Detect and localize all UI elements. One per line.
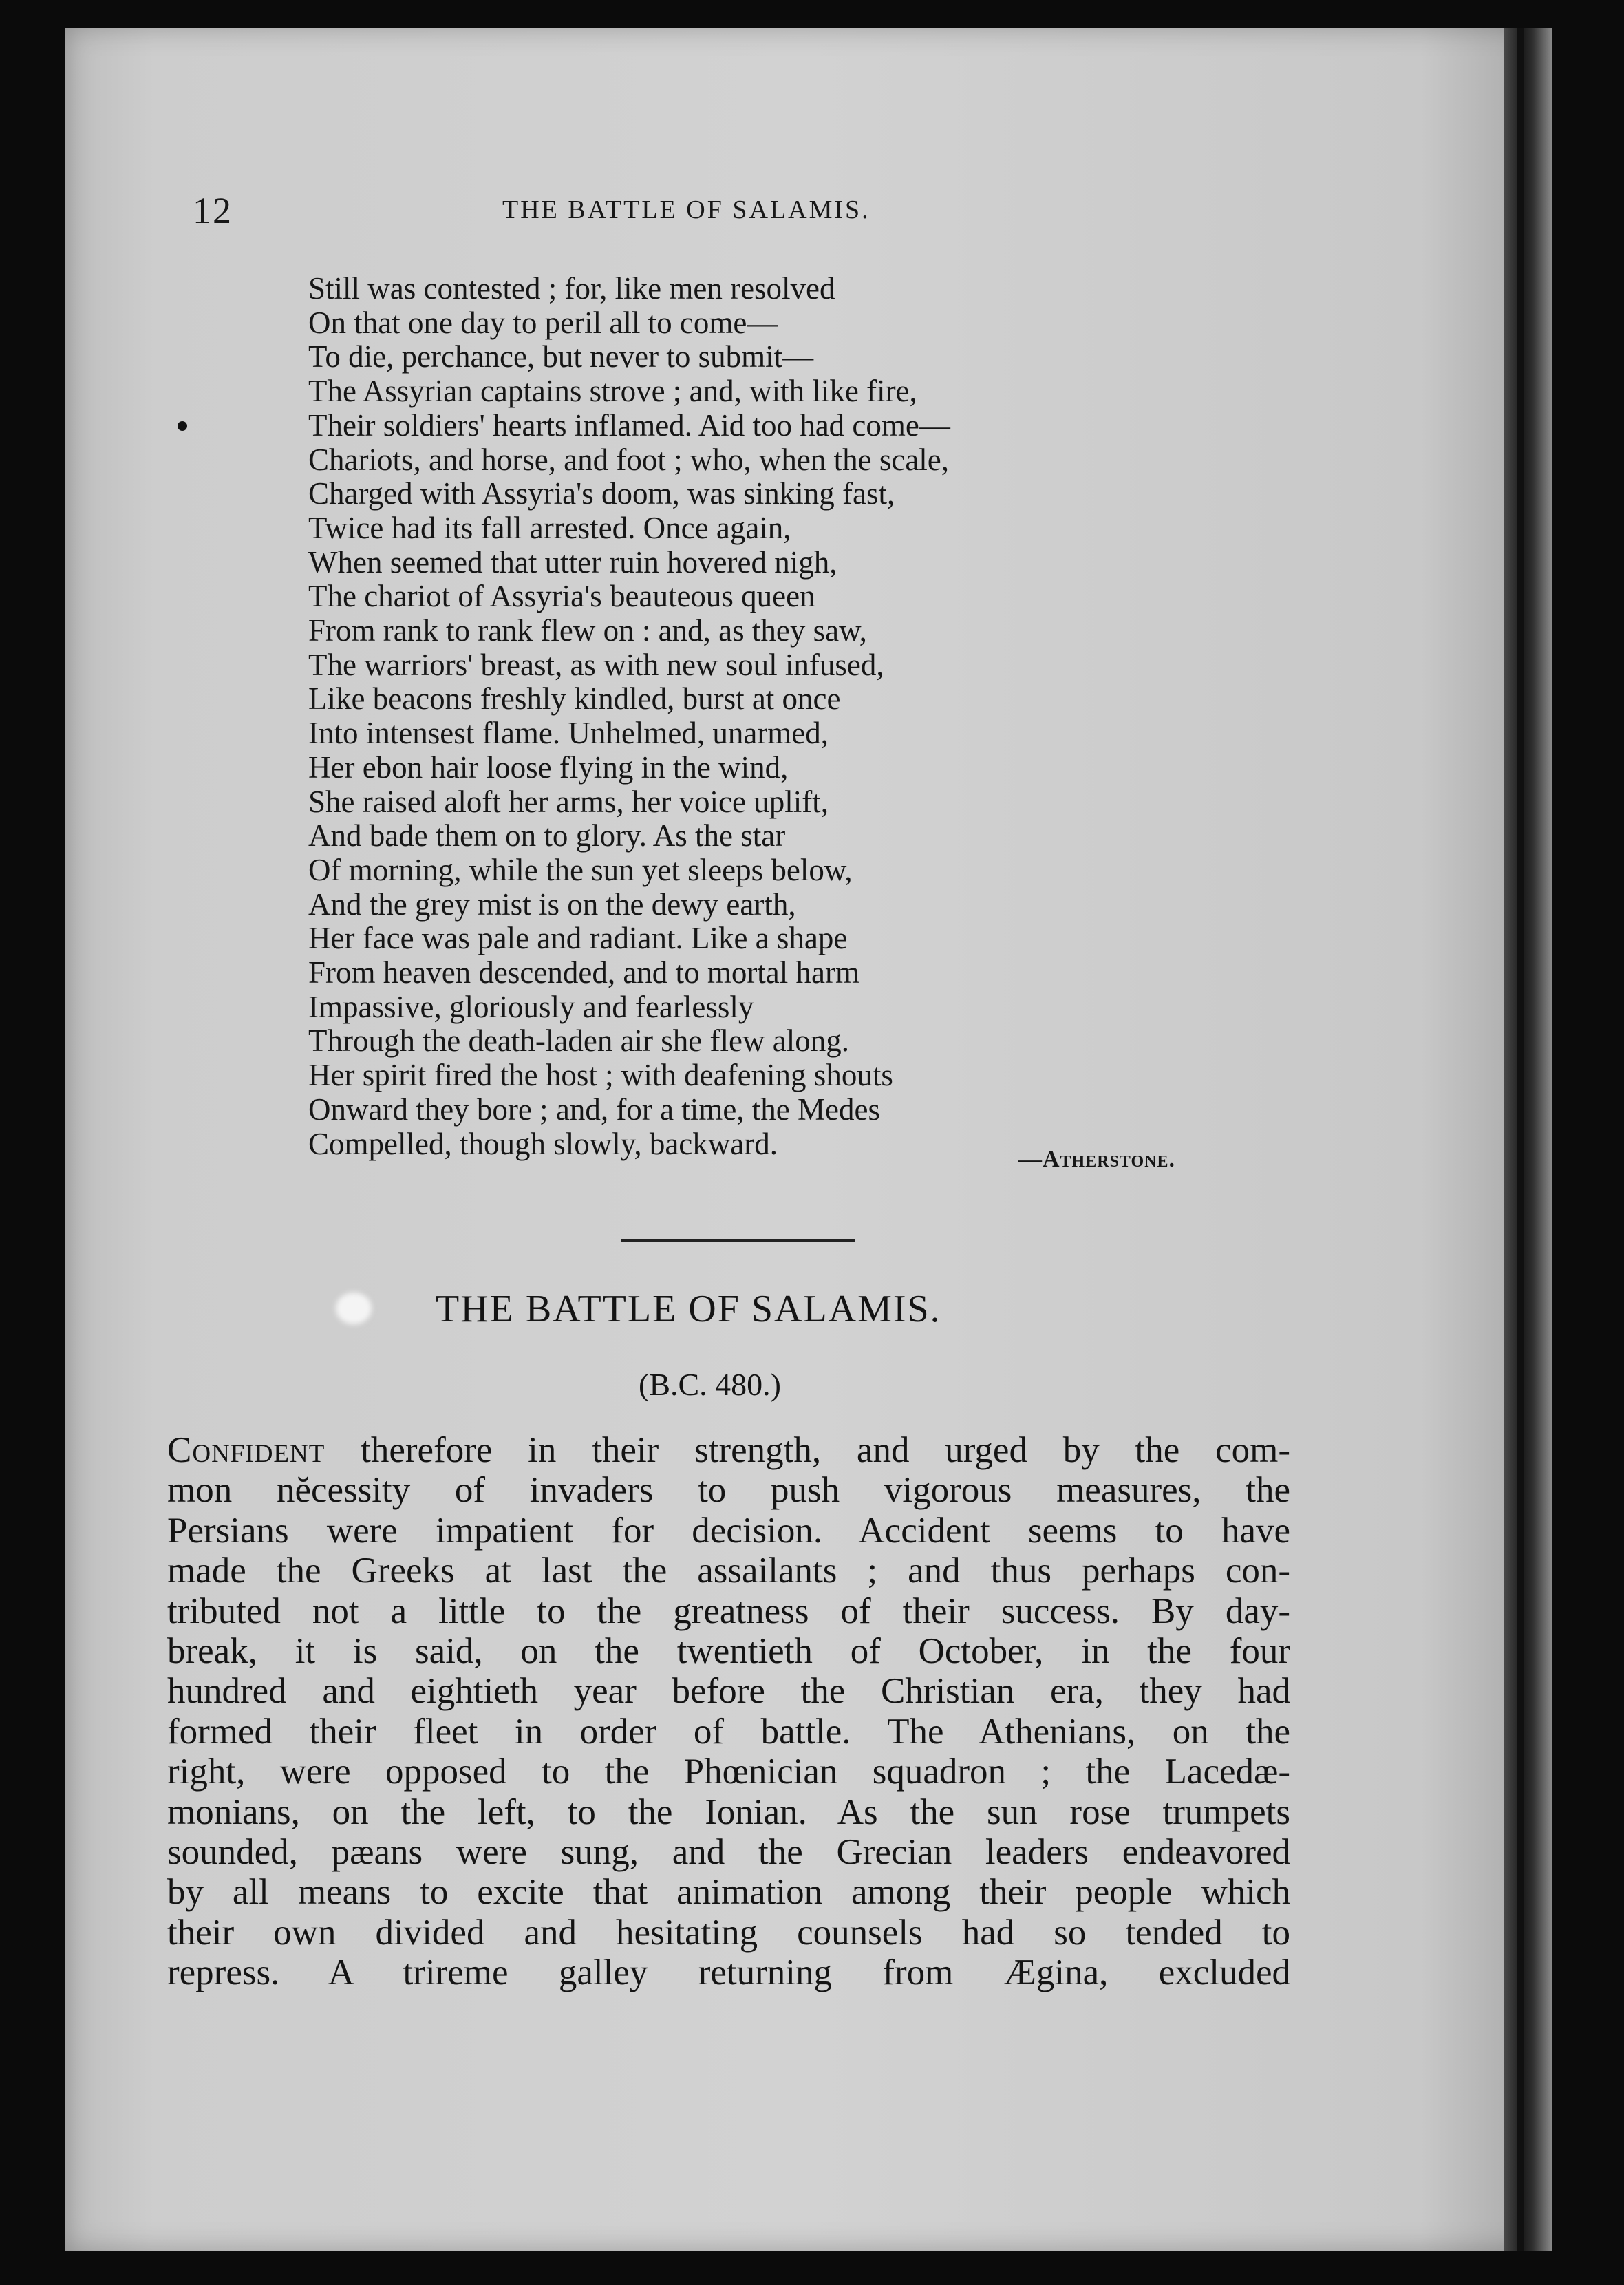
- poem-line: Chariots, and horse, and foot ; who, when the scale,: [308, 442, 950, 477]
- prose-paragraph: [167, 1430, 1290, 1993]
- poem-block: [308, 272, 1272, 1161]
- prose-line: sounded, pæans were sung, and the Grecian leaders endeavored: [167, 1832, 1290, 1873]
- poem-line: Charged with Assyria's doom, was sinking fast,: [308, 476, 895, 511]
- poem-line: Compelled, though slowly, backward.: [308, 1126, 778, 1161]
- poem-line: The chariot of Assyria's beauteous queen: [308, 579, 815, 614]
- prose-line: their own divided and hesitating counsels had so tended to: [167, 1912, 1290, 1953]
- attribution-text: —Atherstone.: [1018, 1147, 1175, 1172]
- prose-line: repress. A trireme galley returning from Ægina, excluded: [167, 1953, 1290, 1993]
- poem-line: From heaven descended, and to mortal harm: [308, 955, 859, 990]
- poem-line: Onward they bore ; and, for a time, the Medes: [308, 1092, 880, 1127]
- prose-line-text: therefore in their strength, and urged by the com-: [325, 1430, 1290, 1470]
- book-gutter: [1504, 28, 1552, 2251]
- lead-word: Confident: [167, 1430, 325, 1470]
- prose-line: by all means to excite that animation among their people which: [167, 1872, 1290, 1913]
- poem-line: Still was contested ; for, like men resolved: [308, 271, 835, 306]
- poem-line: Her spirit fired the host ; with deafening shouts: [308, 1058, 893, 1093]
- page-number: 12: [193, 190, 233, 231]
- poem-line: Her face was pale and radiant. Like a shape: [308, 921, 848, 956]
- prose-line: formed their fleet in order of battle. The Athenians, on the: [167, 1711, 1290, 1752]
- prose-line: mon nĕcessity of invaders to push vigorous measures, the: [167, 1470, 1290, 1511]
- poem-line: Through the death-laden air she flew along.: [308, 1023, 849, 1059]
- poem-attribution: [1018, 1147, 1175, 1173]
- section-title: THE BATTLE OF SALAMIS.: [436, 1288, 941, 1330]
- prose-line: hundred and eightieth year before the Christian era, they had: [167, 1671, 1290, 1712]
- poem-line: Of morning, while the sun yet sleeps below,: [308, 852, 853, 887]
- poem-line: From rank to rank flew on : and, as they saw,: [308, 613, 867, 648]
- prose-line: tributed not a little to the greatness of their success. By day-: [167, 1591, 1290, 1631]
- poem-line: Twice had its fall arrested. Once again,: [308, 510, 791, 545]
- poem-line: And bade them on to glory. As the star: [308, 818, 786, 853]
- poem-line: The Assyrian captains strove ; and, with like fire,: [308, 374, 917, 409]
- poem-line: Her ebon hair loose flying in the wind,: [308, 750, 789, 785]
- prose-line: Persians were impatient for decision. Accident seems to have: [167, 1510, 1290, 1551]
- ink-dot: [178, 421, 187, 431]
- prose-line: monians, on the left, to the Ionian. As the sun rose trumpets: [167, 1792, 1290, 1832]
- poem-line: The warriors' breast, as with new soul infused,: [308, 647, 884, 682]
- poem-line: On that one day to peril all to come—: [308, 305, 778, 340]
- poem-line: Impassive, gloriously and fearlessly: [308, 989, 754, 1024]
- poem-line: When seemed that utter ruin hovered nigh,: [308, 544, 837, 580]
- poem-line: Like beacons freshly kindled, burst at once: [308, 681, 841, 716]
- prose-line: [167, 1430, 1290, 1470]
- poem-line: Into intensest flame. Unhelmed, unarmed,: [308, 716, 829, 751]
- poem-line: And the grey mist is on the dewy earth,: [308, 886, 796, 922]
- section-date: (B.C. 480.): [639, 1367, 781, 1402]
- poem-line: To die, perchance, but never to submit—: [308, 339, 814, 374]
- prose-line: right, were opposed to the Phœnician squadron ; the Lacedæ-: [167, 1752, 1290, 1792]
- gutter-spine-line: [1517, 28, 1524, 2251]
- poem-line: She raised aloft her arms, her voice uplift,: [308, 784, 829, 819]
- prose-line: break, it is said, on the twentieth of October, in the four: [167, 1631, 1290, 1672]
- running-head-title: THE BATTLE OF SALAMIS.: [502, 195, 870, 224]
- prose-line: made the Greeks at last the assailants ; and thus perhaps con-: [167, 1551, 1290, 1591]
- paper-blemish: [336, 1293, 372, 1324]
- section-divider-rule: [621, 1239, 855, 1242]
- poem-line: Their soldiers' hearts inflamed. Aid too had come—: [308, 407, 950, 443]
